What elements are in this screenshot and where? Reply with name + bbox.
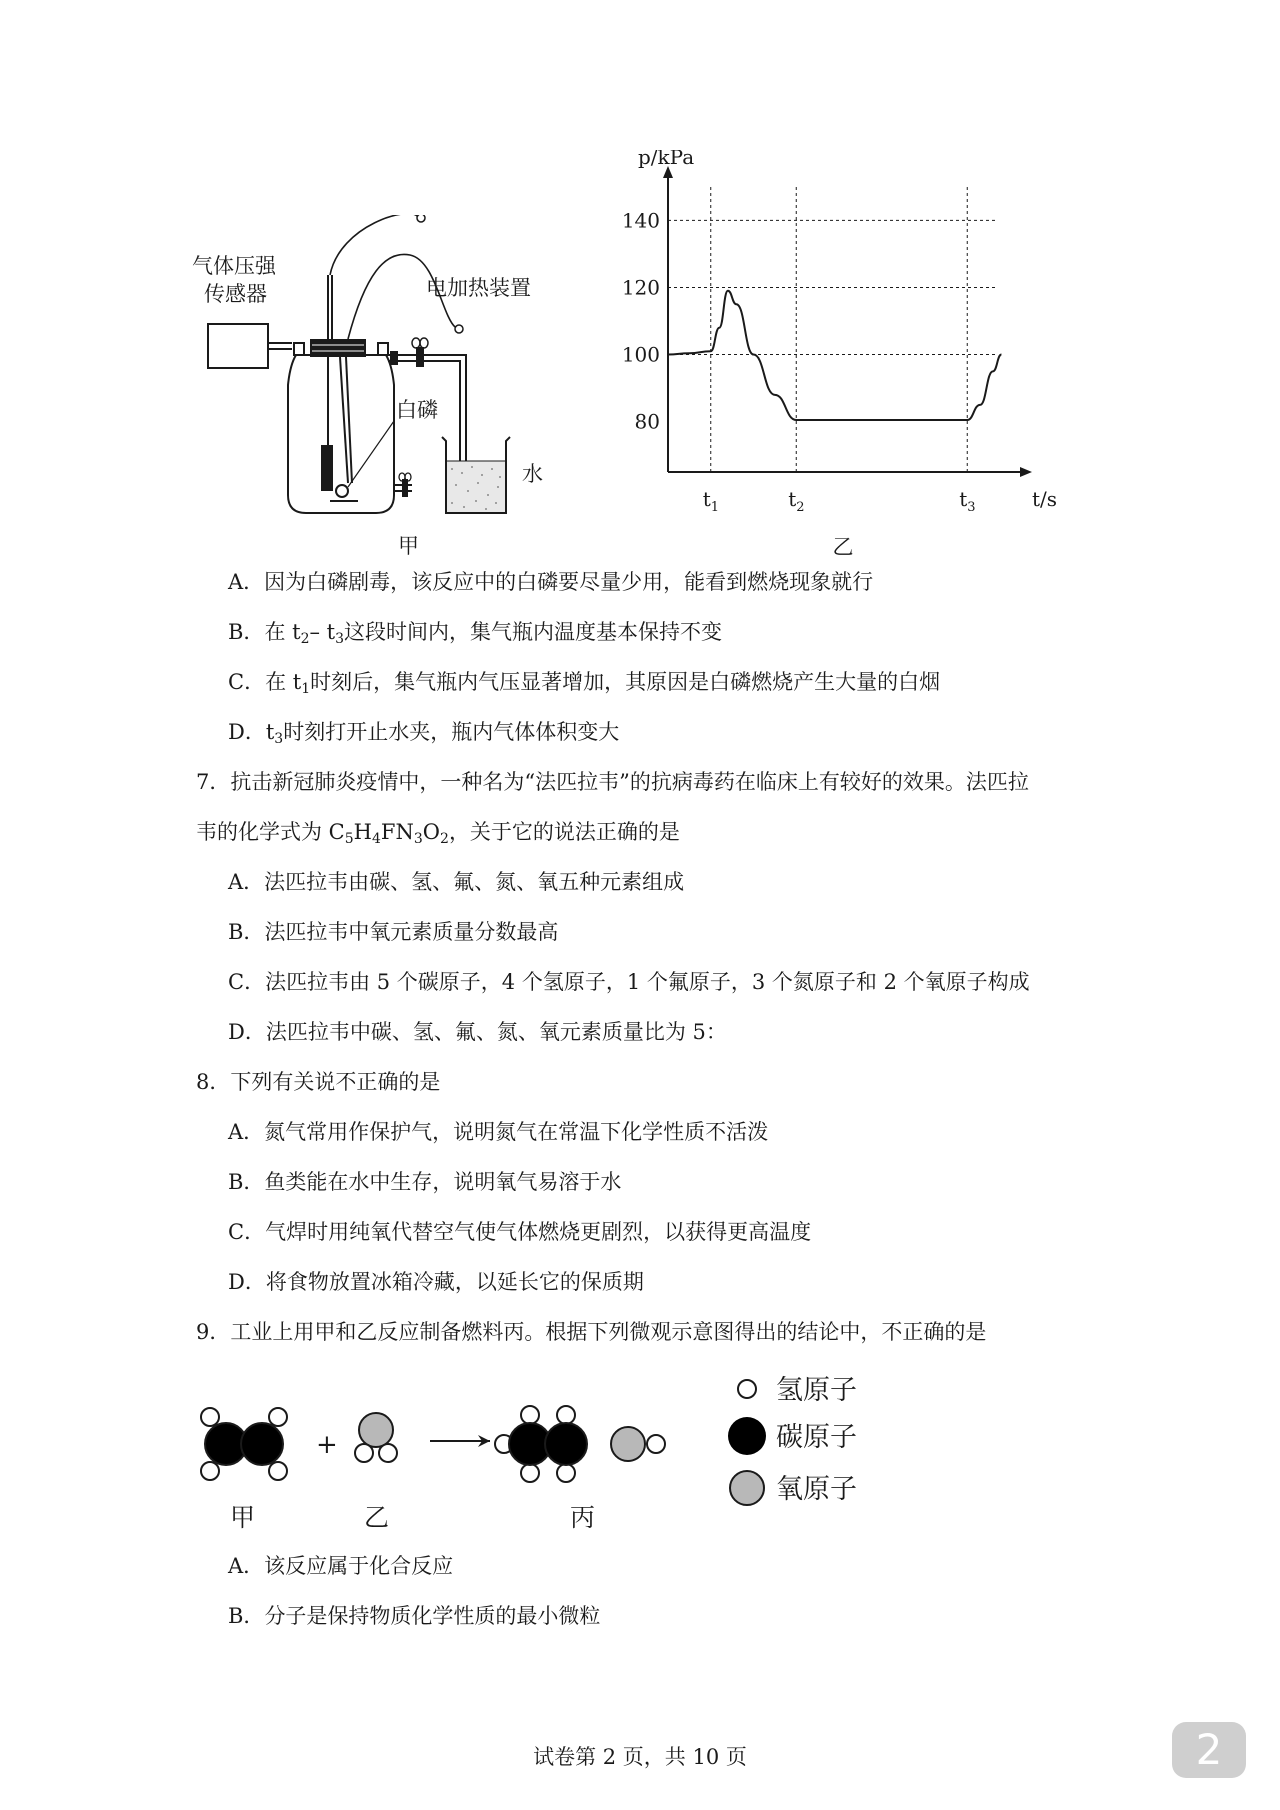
q9-stem: 9．工业上用甲和乙反应制备燃料丙。根据下列微观示意图得出的结论中，不正确的是	[196, 1320, 987, 1344]
q6-option-c: C．在 $t_1$时刻后，集气瓶内气压显著增加，其原因是白磷燃烧产生大量的白烟	[228, 670, 941, 697]
heater-wire	[330, 215, 418, 275]
svg-text:氧原子: 氧原子	[776, 1474, 857, 1505]
caption-yi: 乙	[832, 535, 854, 559]
legend-oxygen	[730, 1471, 857, 1505]
y-tick-label: 80	[634, 409, 660, 434]
white-phosphorus	[336, 485, 348, 497]
x-tick-label: $t_1$	[702, 487, 720, 515]
molecule-yi	[355, 1413, 397, 1462]
caption-jia: 甲	[398, 534, 419, 558]
rubber-stopper	[310, 339, 366, 357]
label-phosphorus: 白磷	[396, 398, 438, 422]
legend-carbon	[728, 1417, 857, 1455]
x-axis-arrow	[1020, 467, 1032, 477]
apparatus-figure-jia	[180, 215, 580, 575]
q6-option-d: D．$t_3$时刻打开止水夹，瓶内气体体积变大	[228, 720, 620, 747]
x-tick-label: $t_3$	[959, 487, 976, 515]
tube-clamp	[416, 347, 424, 367]
x-axis-label: t/s	[1032, 487, 1058, 511]
label-water: 水	[522, 462, 543, 486]
label-sensor-2: 传感器	[204, 282, 267, 306]
caption-molecule-jia: 甲	[230, 1503, 256, 1532]
y-tick-label: 140	[621, 208, 660, 233]
svg-text:氢原子: 氢原子	[776, 1375, 857, 1406]
q6-option-a: A．因为白磷剧毒，该反应中的白磷要尽量少用，能看到燃烧现象就行	[228, 570, 874, 594]
q7-option-b: B．法匹拉韦中氧元素质量分数最高	[228, 920, 559, 944]
molecule-bing	[495, 1406, 665, 1482]
q7-option-c: C．法匹拉韦由 5 个碳原子，4 个氢原子，1 个氟原子，3 个氮原子和 2 个氧原子构成	[228, 970, 1030, 994]
plus-sign: +	[316, 1430, 338, 1460]
q9-option-a: A．该反应属于化合反应	[228, 1554, 454, 1578]
q8-stem: 8．下列有关说不正确的是	[196, 1070, 441, 1094]
y-tick-label: 100	[621, 342, 660, 367]
x-tick-label: $t_2$	[788, 487, 805, 515]
q7-stem-line2: 韦的化学式为 $C_5H_4FN_3O_2$，关于它的说法正确的是	[196, 820, 680, 847]
q6-option-b: B．在 $t_2-$ $t_3$这段时间内，集气瓶内温度基本保持不变	[228, 620, 723, 647]
q7-stem-line1: 7．抗击新冠肺炎疫情中，一种名为“法匹拉韦”的抗病毒药在临床上有较好的效果。法匹拉	[196, 770, 1029, 794]
y-axis-label: p/kPa	[638, 150, 695, 169]
caption-molecule-bing: 丙	[570, 1503, 596, 1532]
q9-option-b: B．分子是保持物质化学性质的最小微粒	[228, 1604, 601, 1628]
legend-hydrogen	[738, 1375, 857, 1406]
q8-option-b: B．鱼类能在水中生存，说明氧气易溶于水	[228, 1170, 622, 1194]
q8-option-d: D．将食物放置冰箱冷藏，以延长它的保质期	[228, 1270, 644, 1294]
molecule-reaction-diagram	[190, 1365, 910, 1535]
page-footer: 试卷第 2 页，共 10 页	[533, 1745, 747, 1769]
page-number-badge: 2	[1172, 1722, 1246, 1778]
q8-option-c: C．气焊时用纯氧代替空气使气体燃烧更剧烈，以获得更高温度	[228, 1220, 812, 1244]
q8-option-a: A．氮气常用作保护气，说明氮气在常温下化学性质不活泼	[228, 1120, 769, 1144]
molecule-jia	[201, 1408, 287, 1480]
pressure-chart-yi	[620, 150, 1060, 570]
caption-molecule-yi: 乙	[364, 1503, 390, 1532]
y-tick-label: 120	[621, 275, 660, 300]
pressure-sensor-box	[208, 324, 268, 368]
q7-option-d: D．法匹拉韦中碳、氢、氟、氮、氧元素质量比为 5：	[228, 1020, 727, 1044]
svg-text:碳原子: 碳原子	[776, 1422, 857, 1453]
water-fill	[447, 461, 505, 512]
q7-option-a: A．法匹拉韦由碳、氢、氟、氮、氧五种元素组成	[228, 870, 685, 894]
series-line-pressure	[668, 291, 1001, 420]
label-sensor-1: 气体压强	[192, 254, 276, 278]
label-heater: 电加热装置	[426, 276, 531, 300]
